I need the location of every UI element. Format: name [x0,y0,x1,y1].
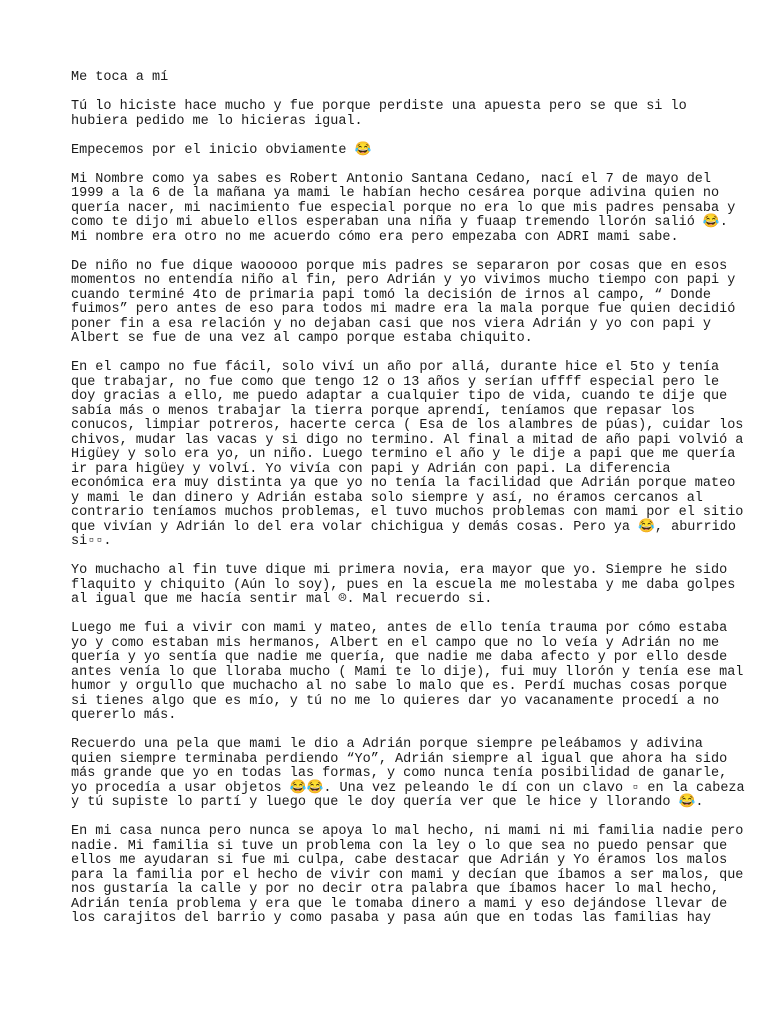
letter-body [71,70,745,941]
paragraph-birth: Mi Nombre como ya sabes es Robert Antonio Santana Cedano, nací el 7 de mayo del 1999 a la 6 de la mañana ya mami le habían hecho cesárea porque adivina quien no quería nacer, mi nacimiento fue especial porque no era lo que mis padres pensaba y como te dijo mi abuelo ellos esperaban una niña y fuaap tremendo llorón salió 😂. Mi nombre era otro no me acuerdo cómo era pero empezaba con ADRI mami sabe. [71,171,736,245]
paragraph-family: En mi casa nunca pero nunca se apoya lo mal hecho, ni mami ni mi familia nadie pero nadie. Mi familia si tuve un problema con la ley o lo que sea no puedo pensar que ellos me ayudaran si fue mi culpa, cabe destacar que Adrián y Yo éramos los malos para la familia por el hecho de vivir con mami y decían que íbamos a ser malos, que nos gustaría la calle y por no decir otra palabra que íbamos hacer lo mal hecho, Adrián tenía problema y era que le tomaba dinero a mami y eso dejándose llevar de los carajitos del barrio y como pasaba y pasa aún que en todas las familias hay [71,824,744,926]
paragraph-fight-memory: Recuerdo una pela que mami le dio a Adrián porque siempre peleábamos y adivina quien siempre terminaba perdiendo “Yo”, Adrián siempre al igual que ahora ha sido más grande que yo en todas las formas, y como nunca tenía posibilidad de ganarle, yo procedía a usar objetos 😂😂. Una vez peleando le dí con un clavo ▫ en la cabeza y tú supiste lo partí y luego que le doy quería ver que le hice y llorando 😂. [71,737,745,810]
paragraph-countryside: En el campo no fue fácil, solo viví un año por allá, durante hice el 5to y tenía que trabajar, no fue como que tengo 12 o 13 años y serían uffff especial pero le doy gracias a ello, me puedo adaptar a cualquier tipo de vida, cuando te dije que sabía más o menos trabajar la tierra porque aprendí, teníamos que repasar los conucos, limpiar potreros, hacerte cerca ( Esa de los alambres de púas), cuidar los chivos, mudar las vacas y si digo no termino. Al final a mitad de año papi volvió a Higüey y solo era yo, un niño. Luego termino el año y le dije a papi que me quería ir para higüey y volví. Yo vivía con papi y Adrián con papi. La diferencia económica era muy distinta ya que yo no tenía la facilidad que Adrián porque mateo y mami le dan dinero y Adrián estaba solo siempre y así, no éramos cercanos al contrario teníamos muchos problemas, el tuvo muchos problemas con mami por el sitio que vivían y Adrián lo del era volar chichigua y demás cosas. Pero ya 😂, aburrido si▫▫. [71,360,744,549]
paragraph-first-girlfriend: Yo muchacho al fin tuve dique mi primera novia, era mayor que yo. Siempre he sido flaquito y chiquito (Aún lo soy), pues en la escuela me molestaba y me daba golpes al igual que me hacía sentir mal ☹. Mal recuerdo si. [71,563,736,607]
paragraph-childhood: De niño no fue dique waooooo porque mis padres se separaron por cosas que en esos momentos no entendía niño al fin, pero Adrián y yo vivimos mucho tiempo con papi y cuando terminé 4to de primaria papi tomó la decisión de irnos al campo, “ Donde fuimos” pero antes de eso para todos mi madre era la mala porque fue quien decidió poner fin a esa relación y no dejaban casi que nos viera Adrián y yo con papi y Albert se fue de una vez al campo porque estaba chiquito. [71,258,736,346]
paragraph-intro: Tú lo hiciste hace mucho y fue porque perdiste una apuesta pero se que si lo hubiera pedido me lo hicieras igual. [71,99,687,129]
paragraph-living-with-mother: Luego me fui a vivir con mami y mateo, antes de ello tenía trauma por cómo estaba yo y como estaban mis hermanos, Albert en el campo que no lo veía y Adrián no me quería y yo sentía que nadie me quería, que nadie me daba afecto y por ello desde antes venía lo que lloraba mucho ( Mami te lo dije), fui muy llorón y tenía ese mal humor y orgullo que muchacho al no sabe lo malo que es. Perdí muchas cosas porque si tienes algo que es mío, y tú no me lo quieres dar yo vacanamente procedí a no quererlo más. [71,621,744,723]
paragraph-title: Me toca a mí [71,70,169,85]
paragraph-beginning: Empecemos por el inicio obviamente 😂 [71,142,372,158]
